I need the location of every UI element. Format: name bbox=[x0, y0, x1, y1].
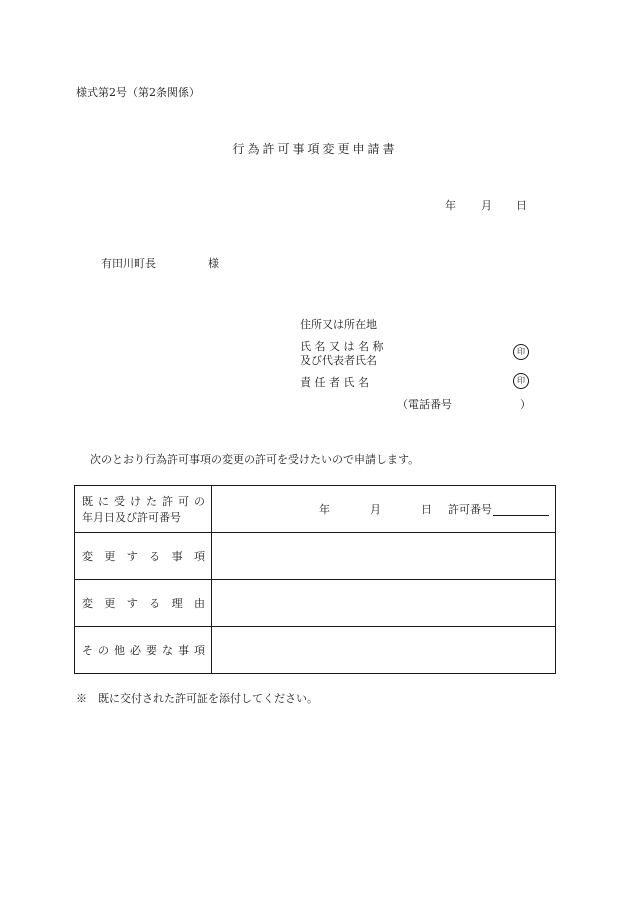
change-reason-field[interactable] bbox=[212, 580, 556, 627]
addressee-honorific: 様 bbox=[208, 257, 219, 270]
other-matters-field[interactable] bbox=[212, 627, 556, 674]
date-day-label: 日 bbox=[516, 199, 527, 212]
permit-number-label: 許可番号 bbox=[448, 503, 492, 516]
form-number: 様式第2号（第2条関係） bbox=[76, 86, 200, 99]
table-row bbox=[75, 533, 556, 580]
permit-number-field[interactable] bbox=[493, 503, 549, 516]
permit-day-label: 日 bbox=[421, 503, 432, 516]
table-row bbox=[75, 627, 556, 674]
prior-permit-label-line1: 既 に 受 け た 許 可 の bbox=[82, 495, 205, 508]
prior-permit-value[interactable] bbox=[212, 486, 556, 533]
address-label: 住所又は所在地 bbox=[300, 318, 377, 331]
change-matter-field[interactable] bbox=[212, 533, 556, 580]
attachment-note: ※ 既に交付された許可証を添付してください。 bbox=[76, 692, 318, 705]
date-year-label: 年 bbox=[445, 199, 456, 212]
name-label-line2: 及び代表者氏名 bbox=[300, 354, 377, 367]
change-reason-label: 変 更 す る 理 由 bbox=[75, 580, 212, 627]
prior-permit-label-line2: 年月日及び許可番号 bbox=[82, 511, 181, 524]
date-month-label: 月 bbox=[481, 199, 492, 212]
application-statement: 次のとおり行為許可事項の変更の許可を受けたいので申請します。 bbox=[90, 453, 420, 466]
name-label-line1: 氏 名 又 は 名 称 bbox=[300, 340, 384, 353]
phone-label: （電話番号 bbox=[397, 398, 452, 411]
permit-year-label: 年 bbox=[319, 503, 330, 516]
prior-permit-label bbox=[75, 486, 212, 533]
addressee bbox=[101, 255, 219, 271]
responsible-seal-icon: 印 bbox=[513, 373, 529, 389]
permit-month-label: 月 bbox=[370, 503, 381, 516]
application-table bbox=[74, 485, 556, 674]
table-row bbox=[75, 580, 556, 627]
change-matter-label: 変 更 す る 事 項 bbox=[75, 533, 212, 580]
name-seal-icon: 印 bbox=[513, 344, 529, 360]
other-matters-label: そ の 他 必 要 な 事 項 bbox=[75, 627, 212, 674]
phone-close-paren: ） bbox=[520, 398, 531, 411]
responsible-person-label: 責 任 者 氏 名 bbox=[300, 376, 369, 389]
table-row bbox=[75, 486, 556, 533]
addressee-name: 有田川町長 bbox=[101, 257, 156, 270]
document-title: 行為許可事項変更申請書 bbox=[232, 142, 398, 156]
